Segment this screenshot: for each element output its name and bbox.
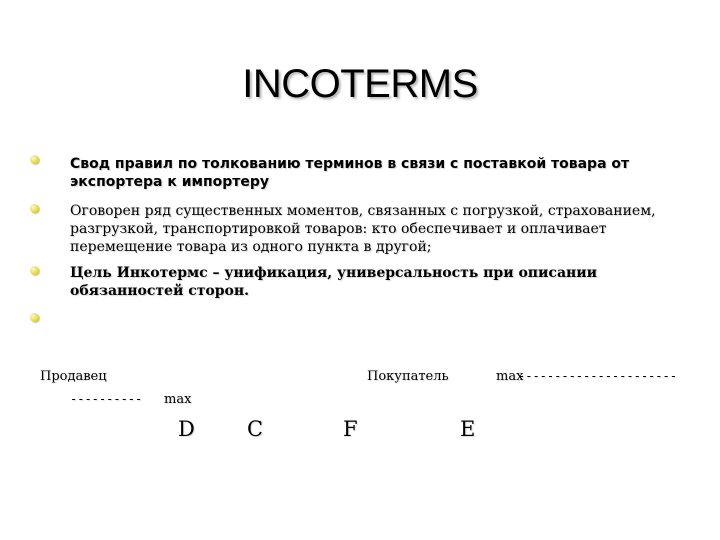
term-group-e: E <box>460 417 476 441</box>
term-group-d: D <box>178 417 195 441</box>
max-left-label: max <box>164 392 192 407</box>
bullet-marker <box>30 266 39 275</box>
bullet-marker <box>30 155 39 164</box>
dashes-left: ---------- <box>70 392 143 406</box>
bullet-text-scope: Оговорен ряд существенных моментов, связанных с погрузкой, страхованием, разгрузкой, транспортировкой товаров: кто обеспечивает и оплачивает перемещение товара из одного пункта в другой; <box>70 203 656 255</box>
max-right-label: max <box>496 369 524 384</box>
slide-title: INCOTERMS <box>242 62 478 106</box>
buyer-label: Покупатель <box>367 369 449 384</box>
term-group-c: C <box>247 417 264 441</box>
bullet-text-goal: Цель Инкотермс – унификация, универсальность при описании обязанностей сторон. <box>70 265 598 299</box>
term-group-f: F <box>343 417 358 441</box>
seller-label: Продавец <box>40 369 107 384</box>
bullet-text-definition: Свод правил по толкованию терминов в связи с поставкой товара от экспортера к импортеру <box>70 156 630 190</box>
bullet-marker <box>30 204 39 213</box>
dashes-right: ---------------------- <box>518 369 677 383</box>
bullet-marker <box>30 313 39 322</box>
